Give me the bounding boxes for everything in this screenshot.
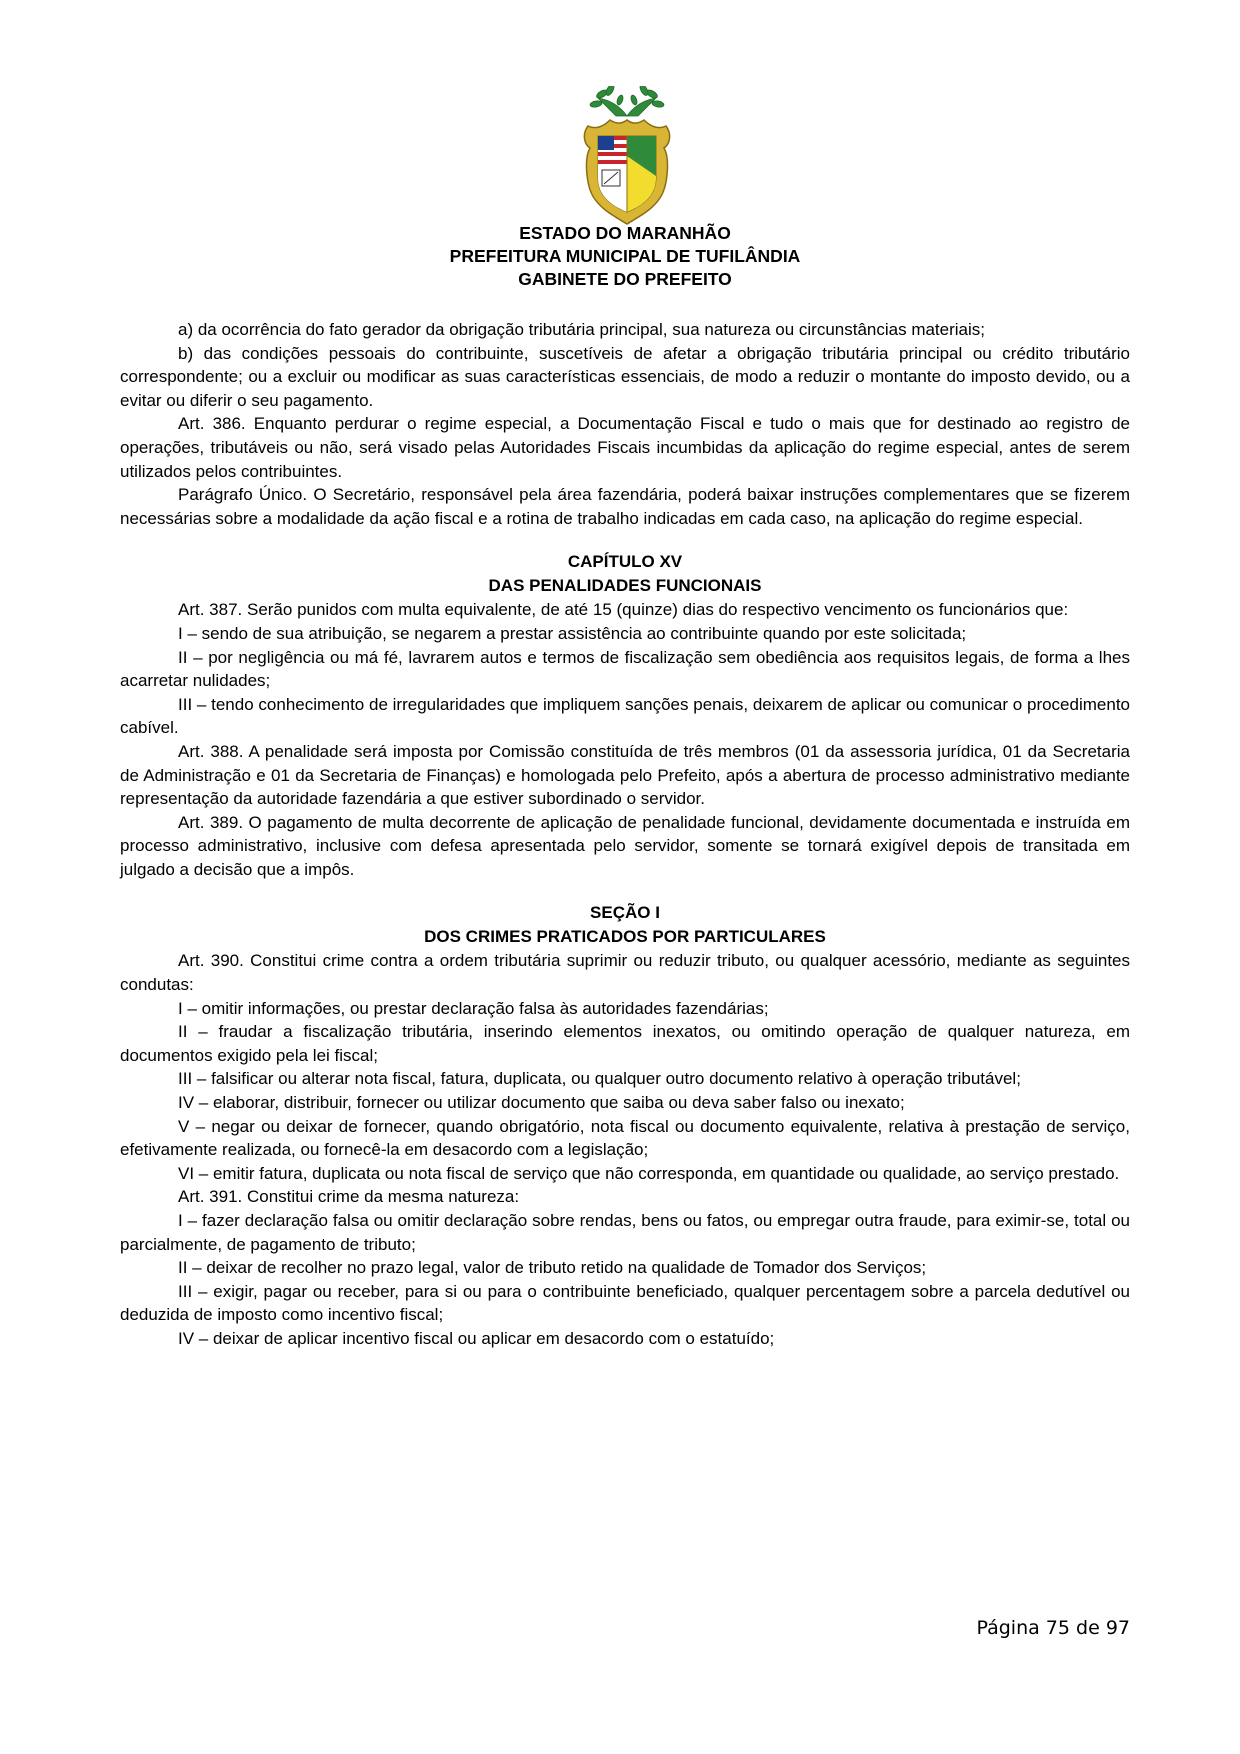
paragraph: Art. 386. Enquanto perdurar o regime especial, a Documentação Fiscal e tudo o mais que for destinado ao registro de operações, tributáveis ou não, será visado pelas Autoridades Fiscais incumbidas da aplicação do regime especial, antes de serem utilizados pelos contribuintes. [120, 414, 1130, 481]
chapter-title: DAS PENALIDADES FUNCIONAIS [488, 576, 762, 596]
paragraph: Art. 389. O pagamento de multa decorrente de aplicação de penalidade funcional, devidamente documentada e instruída em processo administrativo, inclusive com defesa apresentada pelo servidor, somente se tornará exigível depois de transitada em julgado a decisão que a impôs. [120, 812, 1130, 879]
paragraph: II – deixar de recolher no prazo legal, valor de tributo retido na qualidade de Tomador dos Serviços; [178, 1258, 927, 1278]
header-municipality: PREFEITURA MUNICIPAL DE TUFILÂNDIA [449, 246, 801, 266]
paragraph: IV – elaborar, distribuir, fornecer ou utilizar documento que saiba ou deva saber falso ou inexato; [178, 1093, 905, 1113]
paragraph: Art. 390. Constitui crime contra a ordem tributária suprimir ou reduzir tributo, ou qualquer acessório, mediante as seguintes condutas: [120, 951, 1130, 995]
paragraph: Art. 388. A penalidade será imposta por Comissão constituída de três membros (01 da assessoria jurídica, 01 da Secretaria de Administração e 01 da Secretaria de Finanças) e homologada pelo Prefeito, após a abertura de processo administrativo mediante representação da autoridade fazendária a que estiver subordinado o servidor. [120, 741, 1130, 809]
chapter-heading: CAPÍTULO XV [567, 552, 683, 572]
municipal-coat-of-arms-icon [580, 86, 674, 230]
header-state: ESTADO DO MARANHÃO [519, 223, 731, 243]
paragraph: Art. 387. Serão punidos com multa equivalente, de até 15 (quinze) dias do respectivo vencimento os funcionários que: [178, 600, 1069, 620]
header-office: GABINETE DO PREFEITO [518, 269, 732, 289]
paragraph: I – fazer declaração falsa ou omitir declaração sobre rendas, bens ou fatos, ou empregar outra fraude, para eximir-se, total ou parcialmente, de pagamento de tributo; [120, 1211, 1130, 1254]
paragraph: III – falsificar ou alterar nota fiscal, fatura, duplicata, ou qualquer outro documento relativo à operação tributável; [178, 1069, 1021, 1089]
paragraph: Art. 391. Constitui crime da mesma natureza: [178, 1187, 520, 1207]
paragraph: b) das condições pessoais do contribuinte, suscetíveis de afetar a obrigação tributária principal ou crédito tributário correspondente; ou a excluir ou modificar as suas características essenciais, de modo a reduzir o montante do imposto devido, ou a evitar ou diferir o seu pagamento. [120, 343, 1130, 410]
spacer [120, 530, 1130, 550]
paragraph: VI – emitir fatura, duplicata ou nota fiscal de serviço que não corresponda, em quantidade ou qualidade, ao serviço prestado. [178, 1163, 1120, 1183]
paragraph: V – negar ou deixar de fornecer, quando obrigatório, nota fiscal ou documento equivalente, relativa à prestação de serviço, efetivamente realizada, ou fornecê-la em desacordo com a legislação; [120, 1116, 1130, 1160]
paragraph: I – omitir informações, ou prestar declaração falsa às autoridades fazendárias; [178, 998, 769, 1018]
section-title: DOS CRIMES PRATICADOS POR PARTICULARES [424, 927, 826, 947]
paragraph: a) da ocorrência do fato gerador da obrigação tributária principal, sua natureza ou circunstâncias materiais; [178, 320, 986, 339]
spacer [120, 881, 1130, 901]
paragraph: II – fraudar a fiscalização tributária, inserindo elementos inexatos, ou omitindo operação de qualquer natureza, em documentos exigido pela lei fiscal; [120, 1022, 1130, 1065]
paragraph: III – tendo conhecimento de irregularidades que impliquem sanções penais, deixarem de aplicar ou comunicar o procedimento cabível. [120, 694, 1130, 738]
document-body [120, 318, 1130, 1351]
paragraph: I – sendo de sua atribuição, se negarem a prestar assistência ao contribuinte quando por este solicitada; [178, 623, 967, 643]
section-heading: SEÇÃO I [590, 903, 660, 923]
paragraph: II – por negligência ou má fé, lavrarem autos e termos de fiscalização sem obediência aos requisitos legais, de forma a lhes acarretar nulidades; [120, 647, 1130, 691]
paragraph: III – exigir, pagar ou receber, para si ou para o contribuinte beneficiado, qualquer percentagem sobre a parcela dedutível ou deduzida de imposto como incentivo fiscal; [120, 1281, 1130, 1325]
page-number: Página 75 de 97 [976, 1617, 1130, 1639]
paragraph: IV – deixar de aplicar incentivo fiscal ou aplicar em desacordo com o estatuído; [178, 1328, 775, 1348]
document-header [120, 222, 1130, 291]
paragraph: Parágrafo Único. O Secretário, responsável pela área fazendária, poderá baixar instruções complementares que se fizerem necessárias sobre a modalidade da ação fiscal e a rotina de trabalho indicadas em cada caso, na aplicação do regime especial. [120, 485, 1130, 528]
